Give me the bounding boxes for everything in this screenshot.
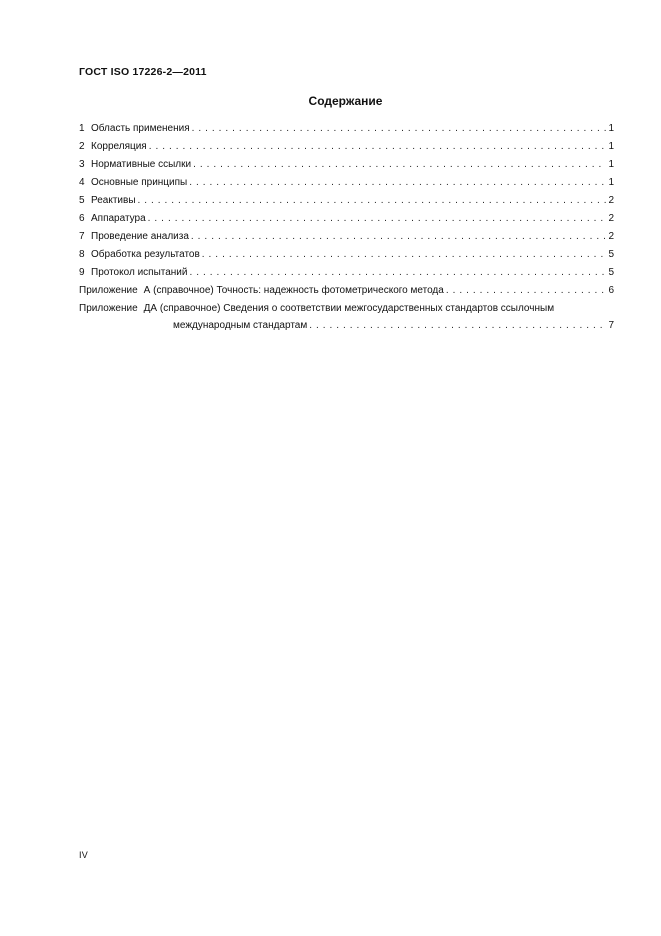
appendix-label: (справочное) Точность: надежность фотометрического метода [153, 285, 444, 296]
appendix-prefix: Приложение [79, 303, 138, 314]
toc-entry-number: 4 [79, 177, 85, 188]
toc-entry-page: 1 [608, 159, 614, 170]
toc-entry-label: Аппаратура [91, 213, 146, 224]
toc-entry-heading [79, 122, 190, 136]
toc-entry-label: Обработка результатов [91, 249, 200, 260]
appendix-letter: А [143, 285, 151, 296]
toc-entry-number: 8 [79, 249, 85, 260]
appendix-letter: ДА [143, 303, 158, 314]
dot-leader [149, 140, 607, 154]
dot-leader [309, 319, 606, 333]
toc-entry-page: 5 [608, 249, 614, 260]
toc-entry-heading [79, 266, 187, 280]
toc-appendix-a[interactable] [79, 284, 614, 302]
toc-entry[interactable] [79, 248, 614, 266]
appendix-prefix: Приложение [79, 285, 138, 296]
toc-entry-number: 2 [79, 141, 85, 152]
toc-entry-number: 3 [79, 159, 85, 170]
toc-entry-number: 1 [79, 123, 85, 134]
toc-entry-label: Проведение анализа [91, 231, 189, 242]
toc-entry-label: Реактивы [91, 195, 136, 206]
dot-leader [193, 158, 606, 172]
toc-entry-page: 5 [608, 267, 614, 278]
dot-leader [148, 212, 607, 226]
toc-entry-heading [79, 140, 147, 154]
toc-appendix-da-continuation[interactable] [79, 319, 614, 337]
toc-entry-page: 1 [608, 123, 614, 134]
document-code: ГОСТ ISO 17226-2—2011 [79, 66, 207, 78]
toc-entry[interactable] [79, 140, 614, 158]
toc-entry-heading [79, 212, 146, 226]
toc-entry[interactable] [79, 194, 614, 212]
toc-appendix-heading [79, 284, 444, 298]
dot-leader [189, 266, 606, 280]
toc-entry[interactable] [79, 158, 614, 176]
toc-entry-number: 5 [79, 195, 85, 206]
dot-leader [202, 248, 607, 262]
toc-title: Содержание [308, 94, 383, 108]
appendix-label-line2: международным стандартам [173, 320, 308, 331]
toc-entry[interactable] [79, 176, 614, 194]
dot-leader [191, 230, 607, 244]
dot-leader [138, 194, 607, 208]
toc-entry-heading [79, 230, 189, 244]
toc-entry[interactable] [79, 266, 614, 284]
toc-entry-label: Область применения [91, 123, 190, 134]
toc-entry-heading [79, 248, 200, 262]
toc-entry-page: 6 [608, 285, 614, 296]
toc-entry-heading [79, 176, 187, 190]
toc-appendix-heading [79, 302, 554, 316]
dot-leader [446, 284, 607, 298]
toc-entry-heading [79, 194, 136, 208]
toc-entry-heading [79, 158, 191, 172]
toc-entry[interactable] [79, 230, 614, 248]
toc-entry-label: Нормативные ссылки [91, 159, 192, 170]
appendix-label-line1: (справочное) Сведения о соответствии межгосударственных стандартов ссылочным [159, 303, 555, 314]
toc-entry-page: 1 [608, 141, 614, 152]
toc-entry-label: Корреляция [91, 141, 147, 152]
toc-entry-number: 6 [79, 213, 85, 224]
dot-leader [189, 176, 606, 190]
toc-entry-page: 7 [608, 320, 614, 331]
table-of-contents [79, 122, 614, 337]
toc-appendix-da[interactable] [79, 302, 614, 319]
toc-entry[interactable] [79, 212, 614, 230]
toc-entry-label: Основные принципы [91, 177, 188, 188]
toc-entry[interactable] [79, 122, 614, 140]
toc-entry-page: 2 [608, 231, 614, 242]
toc-entry-number: 9 [79, 267, 85, 278]
toc-entry-page: 2 [608, 213, 614, 224]
toc-entry-label: Протокол испытаний [91, 267, 188, 278]
dot-leader [192, 122, 607, 136]
toc-entry-number: 7 [79, 231, 85, 242]
page-number: IV [79, 850, 89, 860]
toc-entry-page: 1 [608, 177, 614, 188]
toc-entry-page: 2 [608, 195, 614, 206]
